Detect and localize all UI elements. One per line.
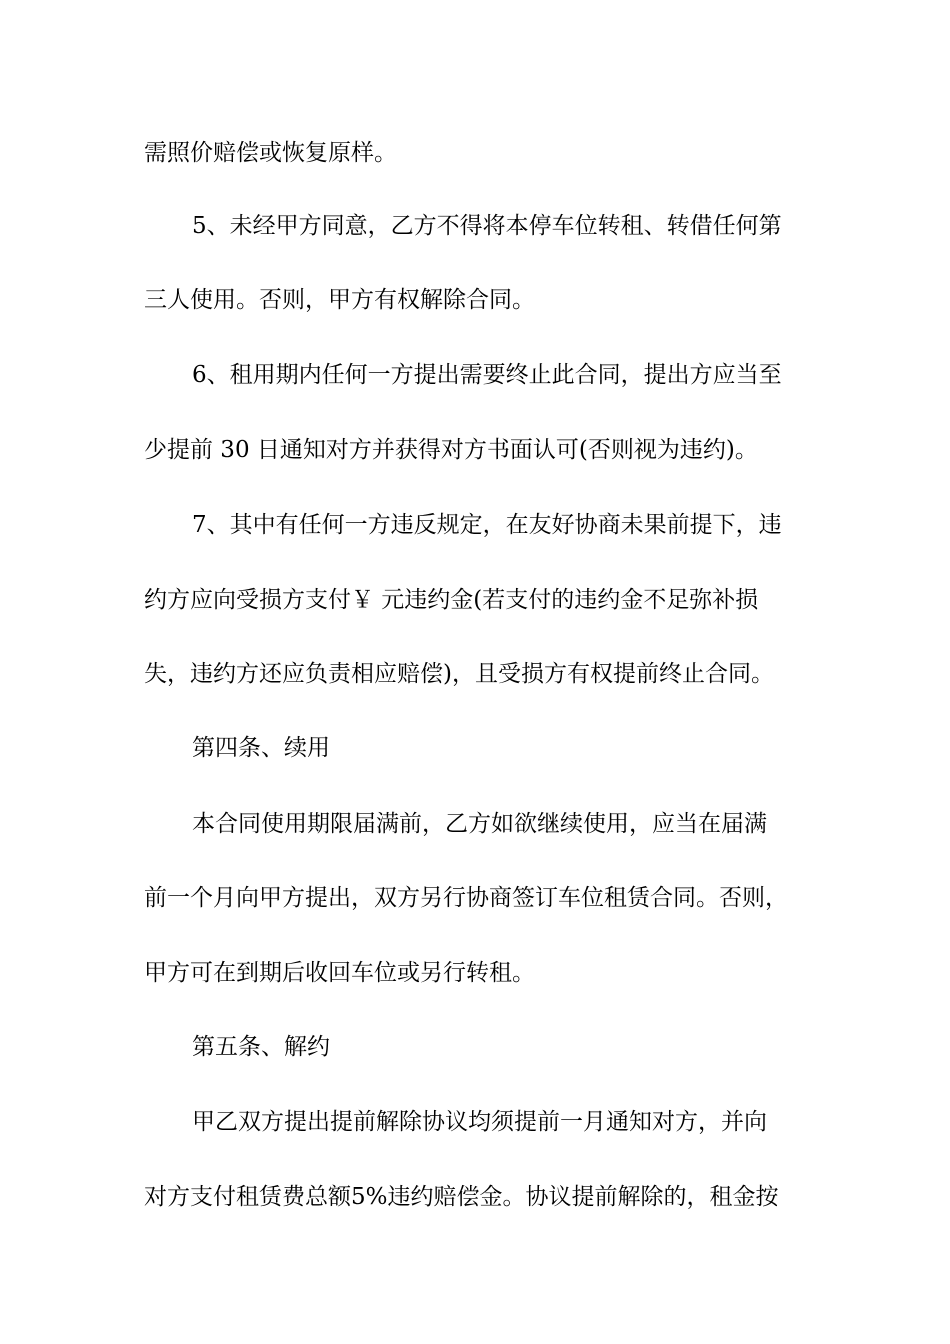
text-line: 7、其中有任何一方违反规定，在友好协商未果前提下，违 [192, 512, 782, 538]
text-line: 少提前 30 日通知对方并获得对方书面认可(否则视为违约)。 [144, 437, 758, 463]
text-line: 前一个月向甲方提出，双方另行协商签订车位租赁合同。否则， [144, 885, 788, 911]
text-line: 甲方可在到期后收回车位或另行转租。 [144, 960, 535, 986]
text-line: 本合同使用期限届满前，乙方如欲继续使用，应当在届满 [192, 811, 767, 837]
text-line: 对方支付租赁费总额5%违约赔偿金。协议提前解除的，租金按 [144, 1184, 779, 1210]
text-line: 需照价赔偿或恢复原样。 [144, 140, 397, 166]
text-line: 6、租用期内任何一方提出需要终止此合同，提出方应当至 [192, 362, 782, 388]
text-line: 5、未经甲方同意，乙方不得将本停车位转租、转借任何第 [192, 213, 782, 239]
text-line: 甲乙双方提出提前解除协议均须提前一月通知对方，并向 [192, 1109, 767, 1135]
text-line: 失，违约方还应负责相应赔偿)，且受损方有权提前终止合同。 [144, 661, 774, 687]
text-line: 约方应向受损方支付￥ 元违约金(若支付的违约金不足弥补损 [144, 587, 759, 613]
text-line: 三人使用。否则，甲方有权解除合同。 [144, 287, 535, 313]
section-heading: 第四条、续用 [192, 735, 330, 761]
section-heading: 第五条、解约 [192, 1034, 330, 1060]
